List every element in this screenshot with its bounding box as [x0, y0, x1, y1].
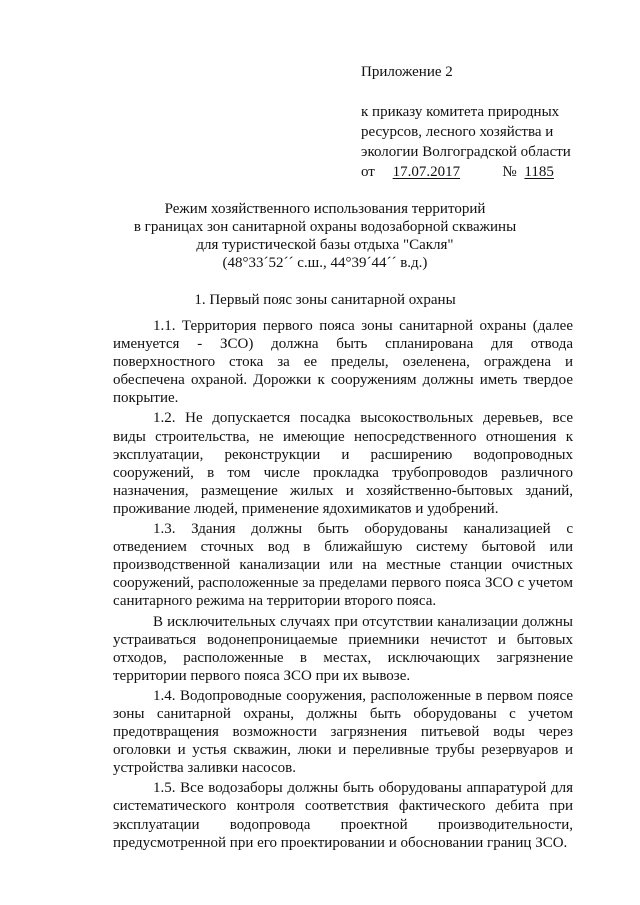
number-label: № [502, 164, 517, 180]
appendix-line: к приказу комитета природных [361, 104, 560, 120]
appendix-title: Приложение 2 [361, 64, 453, 80]
appendix-header [361, 62, 601, 182]
paragraph-1-2: 1.2. Не допускается посадка высокоствольных деревьев, все виды строительства, не имеющие непосредственного отношения к эксплуатации, реконструкции и расширению водопроводных сооружений, в том числе прокладка трубопроводов различного назначения, размещение жилых и хозяйственно-бытовых зданий, проживание людей, применение ядохимикатов и удобрений. [113, 410, 573, 517]
paragraph-1-3-exception: В исключительных случаях при отсутствии канализации должны устраиваться водонепроницаемые приемники нечистот и бытовых отходов, расположенные в местах, исключающих загрязнение территории первого пояса ЗСО при их вывозе. [113, 613, 573, 684]
appendix-line: экологии Волгоградской области [361, 144, 571, 160]
paragraph-1-3: 1.3. Здания должны быть оборудованы канализацией с отведением сточных вод в ближайшую систему бытовой или производственной канализации или на местные станции очистных сооружений, расположенные за пределами первого пояса ЗСО с учетом санитарного режима на территории второго пояса. [113, 521, 573, 610]
order-date-number-line [361, 162, 601, 182]
from-label: от [361, 164, 375, 180]
order-date: 17.07.2017 [392, 164, 461, 180]
section-body [113, 317, 573, 854]
paragraph-1-5: 1.5. Все водозаборы должны быть оборудованы аппаратурой для систематического контроля соответствия фактического дебита при эксплуатации водопровода проектной производительности, предусмотренной при его проектировании и обосновании границ ЗСО. [113, 780, 573, 851]
appendix-line: ресурсов, лесного хозяйства и [361, 124, 554, 140]
section-heading: 1. Первый пояс зоны санитарной охраны [194, 292, 456, 308]
title-coordinates: (48°33´52´´ с.ш., 44°39´44´´ в.д.) [222, 255, 428, 271]
document-title [100, 200, 550, 272]
title-line: в границах зон санитарной охраны водозаборной скважины [133, 219, 517, 235]
order-number: 1185 [524, 164, 554, 180]
title-line: Режим хозяйственного использования территорий [164, 201, 486, 217]
paragraph-1-4: 1.4. Водопроводные сооружения, расположенные в первом поясе зоны санитарной охраны, должны быть оборудованы с учетом предотвращения возможности загрязнения питьевой воды через оголовки и устья скважин, люки и переливные трубы резервуаров и устройства заливки насосов. [113, 687, 573, 777]
paragraph-1-1: 1.1. Территория первого пояса зоны санитарной охраны (далее именуется - ЗСО) должна быть спланирована для отвода поверхностного стока за ее пределы, озеленена, ограждена и обеспечена охраной. Дорожки к сооружениям должны иметь твердое покрытие. [113, 318, 573, 407]
title-line: для туристической базы отдыха "Сакля" [196, 237, 454, 253]
